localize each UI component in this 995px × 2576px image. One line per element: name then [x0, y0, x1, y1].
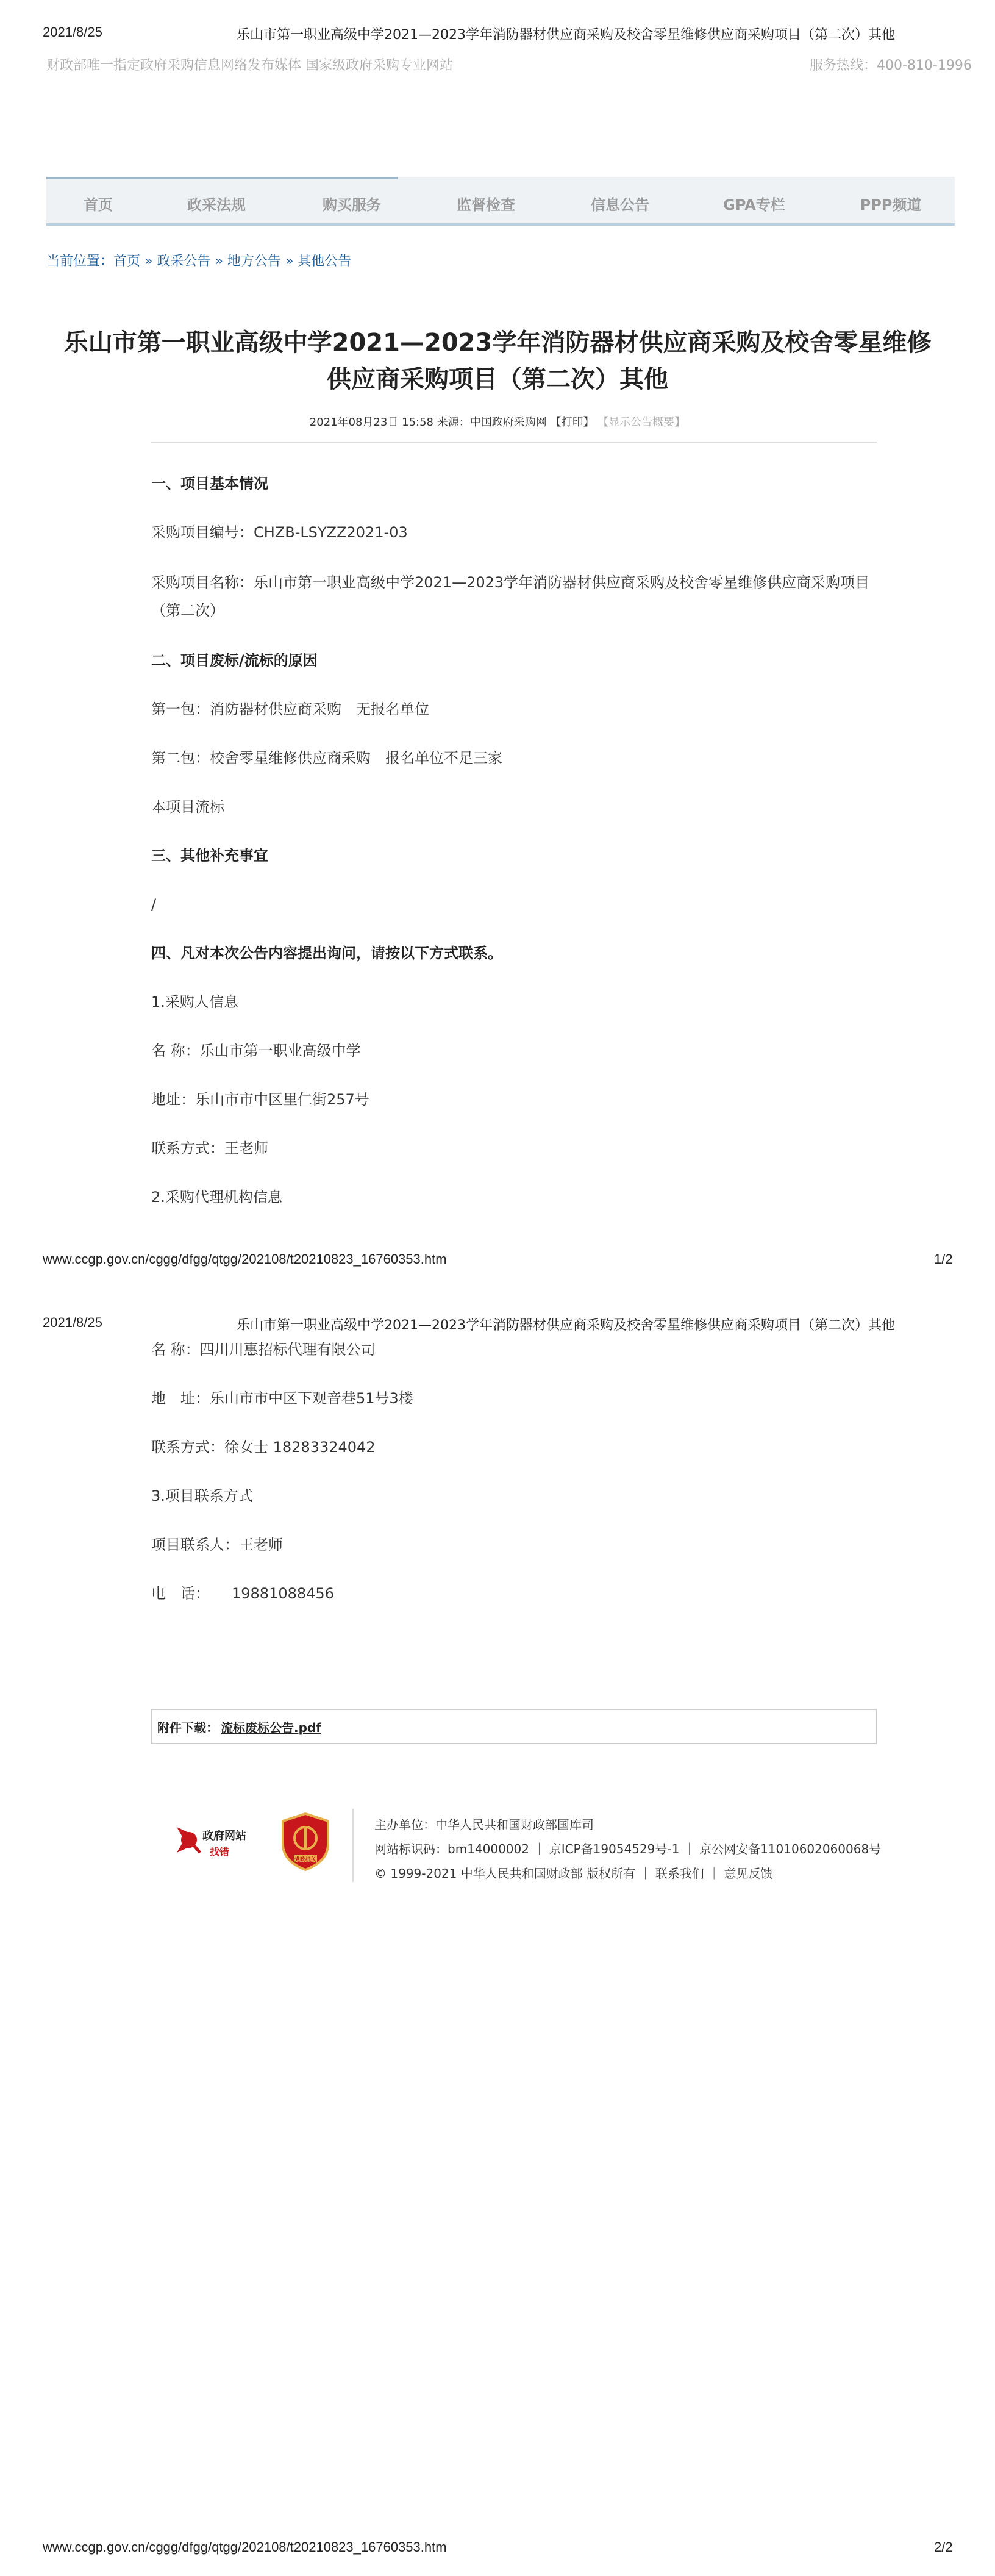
print-page-number: 2/2: [934, 2539, 953, 2555]
nav-item-supervision[interactable]: 监督检查: [457, 196, 515, 213]
print-title: 乐山市第一职业高级中学2021—2023学年消防器材供应商采购及校舍零星维修供应商采购项目（第二次）其他: [237, 1318, 895, 1333]
agency-address: 地 址：乐山市市中区下观音巷51号3楼: [151, 1390, 413, 1407]
nav-item-purchase-services[interactable]: 购买服务: [323, 196, 381, 213]
print-title: 乐山市第一职业高级中学2021—2023学年消防器材供应商采购及校舍零星维修供应商采购项目（第二次）其他: [237, 27, 895, 43]
package-2-reason: 第二包：校舍零星维修供应商采购 报名单位不足三家: [151, 750, 502, 767]
service-hotline: 服务热线：400-810-1996: [810, 58, 972, 73]
print-date: 2021/8/25: [43, 1315, 102, 1330]
nav-item-regulations[interactable]: 政采法规: [187, 196, 246, 213]
nav-item-gpa[interactable]: GPA专栏: [723, 196, 785, 213]
footer-sponsor: 主办单位：中华人民共和国财政部国库司: [374, 1817, 594, 1832]
print-url: www.ccgp.gov.cn/cggg/dfgg/qtgg/202108/t20210823_16760353.htm: [43, 1251, 447, 1267]
project-phone: 电 话： 19881088456: [151, 1585, 334, 1602]
article-meta-text: 2021年08月23日 15:58 来源：中国政府采购网 【打印】: [309, 416, 594, 429]
breadcrumb-separator: »: [140, 254, 157, 269]
package-1-reason: 第一包：消防器材供应商采购 无报名单位: [151, 701, 429, 718]
nav-item-announcements[interactable]: 信息公告: [591, 196, 649, 213]
gov-website-error-badge[interactable]: [174, 1821, 266, 1864]
attachment-label: 附件下载：: [157, 1720, 218, 1735]
project-contact-person: 项目联系人：王老师: [151, 1536, 283, 1553]
footer-copyright: © 1999-2021 中华人民共和国财政部 版权所有 ｜ 联系我们 ｜ 意见反馈: [374, 1866, 773, 1881]
breadcrumb-gov-announcements[interactable]: 政采公告: [157, 254, 211, 269]
project-result: 本项目流标: [151, 798, 224, 815]
article-meta: [0, 413, 995, 429]
footer-divider: [352, 1809, 354, 1882]
nav-item-ppp[interactable]: PPP频道: [860, 196, 922, 213]
buyer-info-heading: 1.采购人信息: [151, 993, 238, 1011]
breadcrumb-separator: »: [280, 254, 298, 269]
breadcrumb-home[interactable]: 首页: [113, 254, 141, 269]
breadcrumb-prefix: 当前位置：: [46, 254, 114, 269]
section-3-content: /: [151, 896, 157, 913]
breadcrumb: [46, 251, 351, 270]
badge-top-text: 政府网站: [202, 1830, 246, 1842]
project-name: 采购项目名称：乐山市第一职业高级中学2021—2023学年消防器材供应商采购及校舍零星维修供应商采购项目（第二次）: [151, 574, 870, 619]
nav-item-home[interactable]: 首页: [84, 196, 113, 213]
show-summary-link[interactable]: 【显示公告概要】: [597, 416, 686, 429]
agency-contact: 联系方式：徐女士 18283324042: [151, 1439, 376, 1456]
breadcrumb-other-announcements[interactable]: 其他公告: [298, 254, 352, 269]
badge-bottom-text: 找错: [210, 1846, 230, 1858]
project-number: 采购项目编号：CHZB-LSYZZ2021-03: [151, 524, 408, 541]
footer-site-ids: 网站标识码：bm14000002 ｜ 京ICP备19054529号-1 ｜ 京公网安备11010602060068号: [374, 1842, 882, 1856]
attachment-download-link[interactable]: 流标废标公告.pdf: [221, 1720, 321, 1735]
agency-info-heading: 2.采购代理机构信息: [151, 1189, 282, 1206]
nav-divider: [46, 223, 955, 226]
print-date: 2021/8/25: [43, 24, 102, 40]
site-slogan: 财政部唯一指定政府采购信息网络发布媒体 国家级政府采购专业网站: [46, 58, 453, 73]
breadcrumb-local-announcements[interactable]: 地方公告: [227, 254, 281, 269]
badge2-text: 党政机关: [294, 1857, 316, 1863]
meta-divider: [151, 442, 877, 443]
nav-active-indicator: [46, 177, 398, 179]
buyer-name: 名 称：乐山市第一职业高级中学: [151, 1042, 361, 1059]
project-contact-heading: 3.项目联系方式: [151, 1487, 253, 1504]
section-3-title: 三、其他补充事宜: [151, 847, 268, 864]
breadcrumb-separator: »: [210, 254, 227, 269]
section-2-title: 二、项目废标/流标的原因: [151, 652, 318, 669]
buyer-contact: 联系方式：王老师: [151, 1140, 268, 1157]
article-title: 乐山市第一职业高级中学2021—2023学年消防器材供应商采购及校舍零星维修供应商采购项目（第二次）其他: [63, 329, 932, 393]
section-4-title: 四、凡对本次公告内容提出询问，请按以下方式联系。: [151, 945, 502, 962]
section-1-title: 一、项目基本情况: [151, 475, 268, 492]
agency-name: 名 称：四川川惠招标代理有限公司: [151, 1341, 376, 1358]
print-page-number: 1/2: [934, 1251, 953, 1267]
buyer-address: 地址：乐山市市中区里仁街257号: [151, 1091, 369, 1108]
print-url: www.ccgp.gov.cn/cggg/dfgg/qtgg/202108/t20210823_16760353.htm: [43, 2539, 447, 2555]
party-gov-agency-badge[interactable]: [280, 1812, 330, 1871]
